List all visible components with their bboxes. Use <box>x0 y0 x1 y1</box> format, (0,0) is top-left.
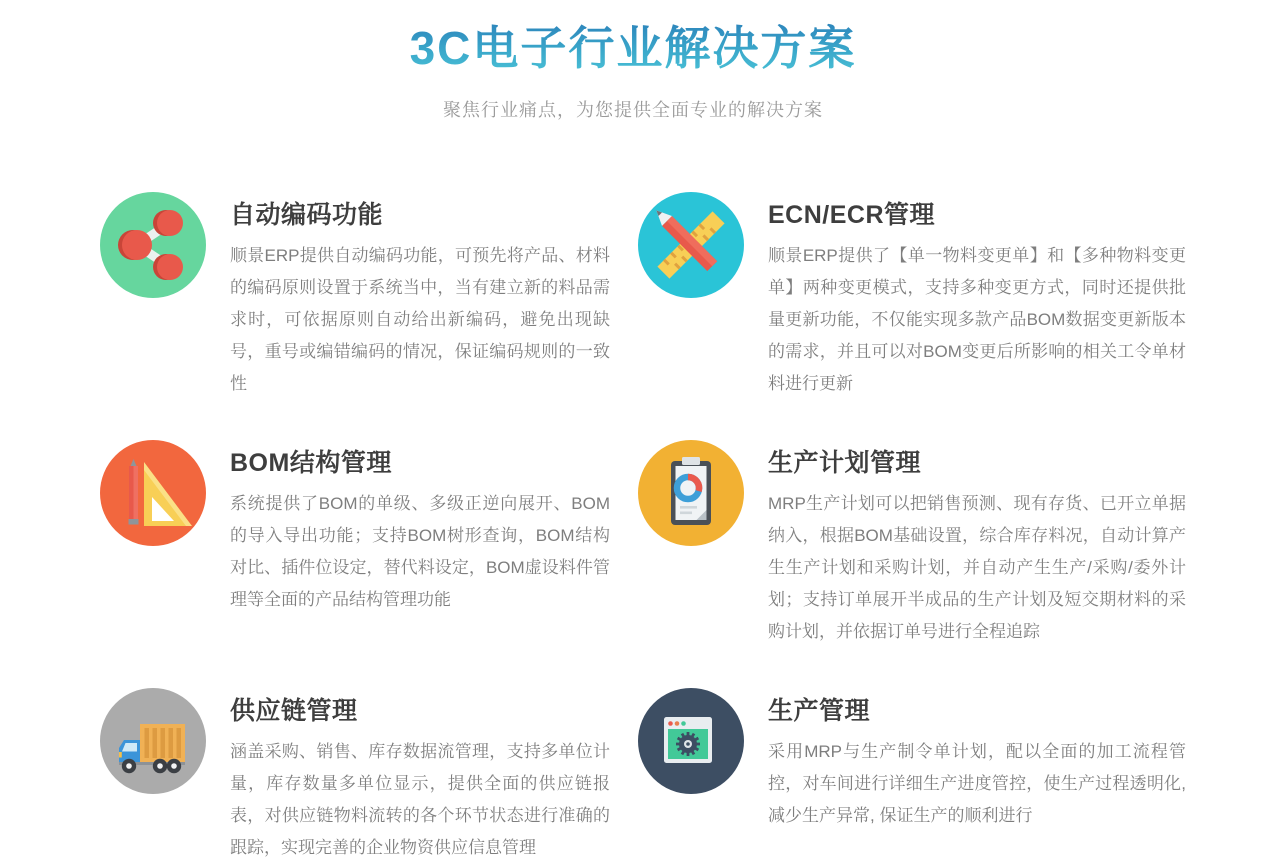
feature-card-production-management <box>638 688 1186 860</box>
feature-description: 采用MRP与生产制令单计划，配以全面的加工流程管控，对车间进行详细生产进度管控，使生产过程透明化, 减少生产异常, 保证生产的顺利进行 <box>768 742 1186 825</box>
feature-card-auto-coding <box>100 192 610 400</box>
feature-title: 自动编码功能 <box>230 201 384 229</box>
feature-description: MRP生产计划可以把销售预测、现有存货、已开立单据纳入，根据BOM基础设置，综合库存料况，自动计算产生生产计划和采购计划，并自动产生生产/采购/委外计划；支持订单展开半成品的生产计划及短交期材料的采购计划，并依据订单号进行全程追踪 <box>768 494 1186 641</box>
feature-title: 生产计划管理 <box>768 449 922 477</box>
pencil-ruler-icon <box>638 192 744 298</box>
feature-text-block <box>768 192 1186 400</box>
page-title: 3C电子行业解决方案 <box>410 12 857 78</box>
feature-title: ECN/ECR管理 <box>768 201 936 229</box>
pencil-set-square-icon <box>100 440 206 546</box>
share-nodes-icon <box>100 192 206 298</box>
feature-description: 涵盖采购、销售、库存数据流管理，支持多单位计量，库存数量多单位显示，提供全面的供应链报表，对供应链物料流转的各个环节状态进行准确的跟踪，实现完善的企业物资供应信息管理 <box>230 742 610 857</box>
feature-text-block <box>768 440 1186 648</box>
feature-description: 顺景ERP提供了【单一物料变更单】和【多种物料变更单】两种变更模式，支持多种变更方式，同时还提供批量更新功能，不仅能实现多款产品BOM数据变更新版本的需求，并且可以对BOM变更后所影响的相关工令单材料进行更新 <box>768 246 1186 393</box>
feature-card-supply-chain <box>100 688 610 860</box>
feature-card-ecn-ecr <box>638 192 1186 400</box>
feature-text-block <box>230 688 610 860</box>
feature-card-bom <box>100 440 610 648</box>
page-subtitle: 聚焦行业痛点，为您提供全面专业的解决方案 <box>443 100 823 120</box>
browser-gear-icon <box>638 688 744 794</box>
feature-text-block <box>230 440 610 616</box>
feature-description: 系统提供了BOM的单级、多级正逆向展开、BOM的导入导出功能；支持BOM树形查询，BOM结构对比、插件位设定，替代料设定，BOM虚设料件管理等全面的产品结构管理功能 <box>230 494 610 609</box>
feature-text-block <box>768 688 1186 832</box>
feature-title: BOM结构管理 <box>230 449 392 477</box>
feature-title: 供应链管理 <box>230 697 358 725</box>
features-grid <box>100 192 1266 860</box>
feature-text-block <box>230 192 610 400</box>
feature-title: 生产管理 <box>768 697 871 725</box>
feature-description: 顺景ERP提供自动编码功能，可预先将产品、材料的编码原则设置于系统当中，当有建立新的料品需求时，可依据原则自动给出新编码，避免出现缺号，重号或编错编码的情况，保证编码规则的一致性 <box>230 246 610 393</box>
section-header <box>0 0 1266 122</box>
feature-card-production-planning <box>638 440 1186 648</box>
truck-icon <box>100 688 206 794</box>
clipboard-pie-chart-icon <box>638 440 744 546</box>
